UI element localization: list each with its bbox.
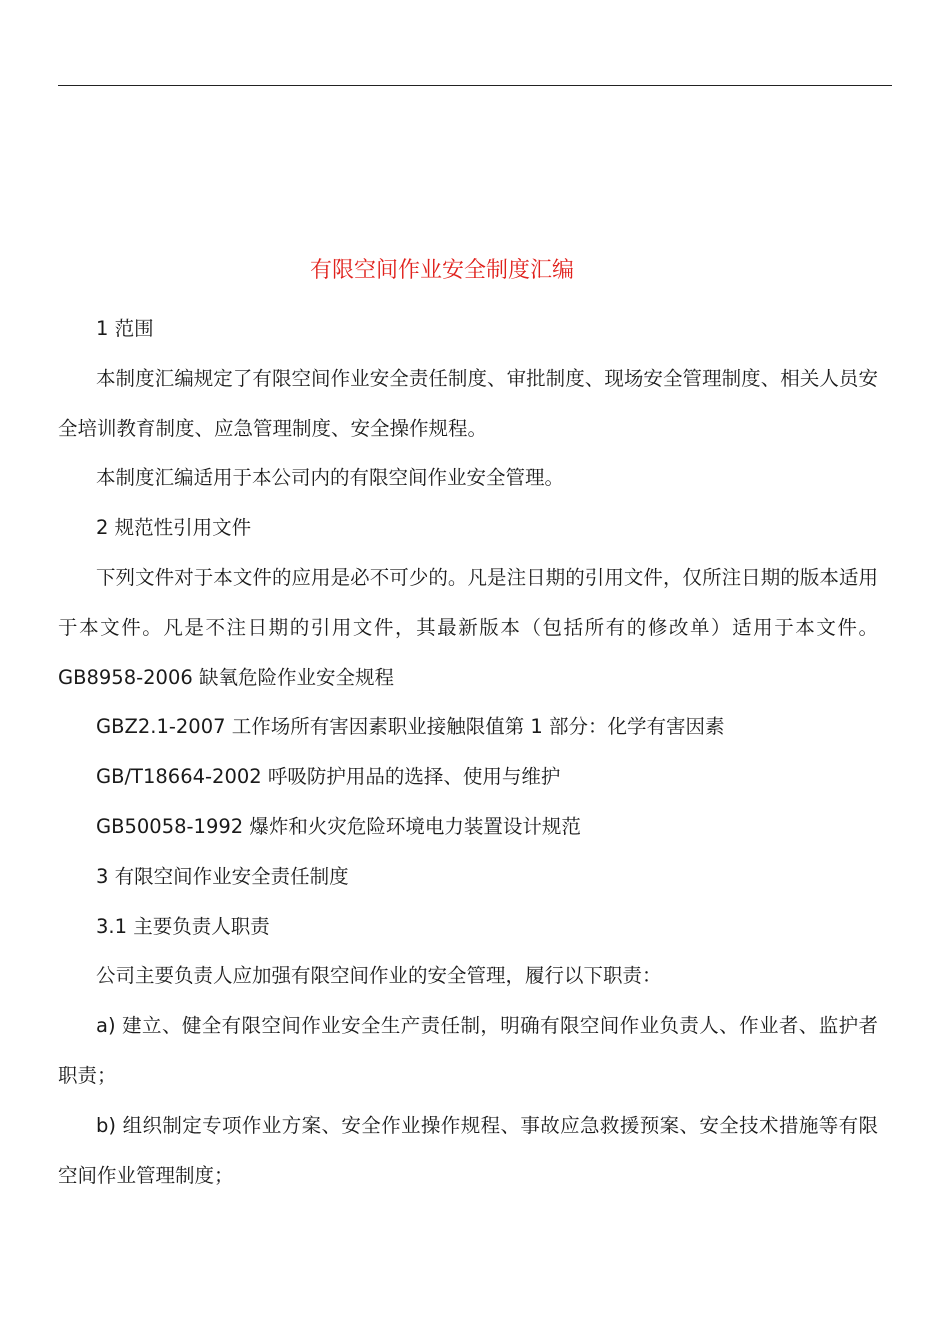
section-heading-responsibility: 3 有限空间作业安全责任制度 <box>96 864 349 888</box>
paragraph-principal-duties: 公司主要负责人应加强有限空间作业的安全管理，履行以下职责： <box>96 964 662 988</box>
section-heading-scope: 1 范围 <box>96 317 154 340</box>
paragraph-scope-content: 本制度汇编规定了有限空间作业安全责任制度、审批制度、现场安全管理制度、相关人员安全培训教育制度、应急管理制度、安全操作规程。 <box>58 366 878 440</box>
paragraph-scope-applicability: 本制度汇编适用于本公司内的有限空间作业安全管理。 <box>96 466 565 490</box>
subsection-heading-principal: 3.1 主要负责人职责 <box>96 914 270 938</box>
reference-gbt18664: GB/T18664-2002 呼吸防护用品的选择、使用与维护 <box>96 765 561 789</box>
reference-gb50058: GB50058-1992 爆炸和火灾危险环境电力装置设计规范 <box>96 814 581 838</box>
list-item-b: b) 组织制定专项作业方案、安全作业操作规程、事故应急救援预案、安全技术措施等有限空间作业管理制度； <box>58 1113 878 1187</box>
document-body <box>58 304 878 1200</box>
document-title: 有限空间作业安全制度汇编 <box>309 258 574 283</box>
section-heading-references: 2 规范性引用文件 <box>96 516 252 540</box>
reference-gbz2: GBZ2.1-2007 工作场所有害因素职业接触限值第 1 部分：化学有害因素 <box>96 715 725 739</box>
paragraph-references-intro: 下列文件对于本文件的应用是必不可少的。凡是注日期的引用文件，仅所注日期的版本适用于本文件。凡是不注日期的引用文件，其最新版本（包括所有的修改单）适用于本文件。 GB8958-2006 缺氧危险作业安全规程 <box>58 565 878 689</box>
list-item-a: a) 建立、健全有限空间作业安全生产责任制，明确有限空间作业负责人、作业者、监护者职责； <box>58 1014 878 1087</box>
header-rule <box>58 85 892 86</box>
